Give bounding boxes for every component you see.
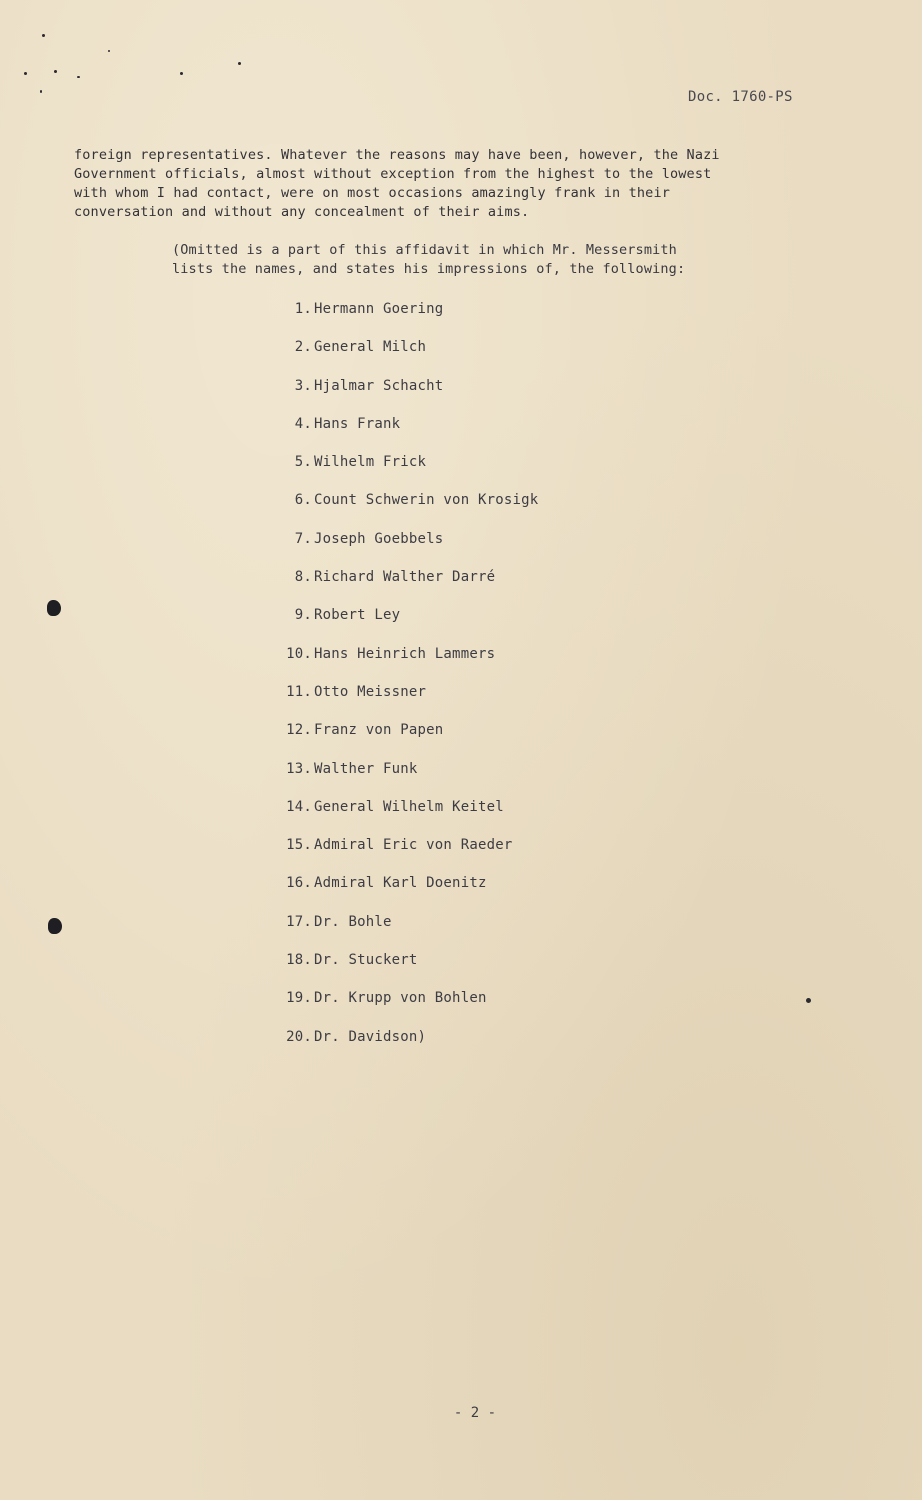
list-item [258,645,538,683]
item-name: General Wilhelm Keitel [314,798,504,815]
scan-speck [180,72,183,75]
item-name: General Milch [314,339,427,356]
item-number: 4. [294,415,312,432]
scan-speck [806,998,811,1003]
omitted-note: (Omitted is a part of this affidavit in which Mr. Messersmith lists the names, and states his impressions of, the following: [172,242,686,277]
scan-speck [40,90,42,93]
item-name: Dr. Krupp von Bohlen [314,990,487,1007]
item-number: 17. [286,913,312,930]
item-name: Otto Meissner [314,683,427,700]
scan-speck [54,70,57,73]
item-number: 12. [286,722,312,739]
item-number: 8. [294,569,312,586]
item-name: Hjalmar Schacht [314,377,444,394]
item-name: Joseph Goebbels [314,530,444,547]
item-number: 11. [286,683,312,700]
item-name: Dr. Bohle [314,913,392,930]
item-number: 10. [286,645,312,662]
item-name: Dr. Davidson) [314,1028,427,1045]
item-name: Dr. Stuckert [314,952,418,969]
item-number: 9. [294,607,312,624]
scan-speck [77,76,80,78]
list-item [258,760,538,798]
item-number: 3. [294,377,312,394]
item-number: 5. [294,454,312,471]
punch-hole-mark [47,600,61,616]
item-number: 7. [294,530,312,547]
item-number: 15. [286,837,312,854]
item-name: Richard Walther Darré [314,569,496,586]
list-item [258,530,538,568]
item-number: 6. [294,492,312,509]
document-number: Doc. 1760-PS [688,89,793,105]
scan-speck [42,34,45,37]
scan-speck [238,62,241,65]
item-number: 2. [294,339,312,356]
item-name: Hans Frank [314,415,401,432]
item-number: 18. [286,952,312,969]
item-name: Count Schwerin von Krosigk [314,492,539,509]
list-item [258,377,538,415]
item-name: Robert Ley [314,607,401,624]
list-item [258,913,538,951]
item-name: Hermann Goering [314,301,444,317]
list-item [258,874,538,912]
list-item [258,721,538,759]
item-number: 19. [286,990,312,1007]
list-item [258,606,538,644]
list-item [258,951,538,989]
list-item [258,683,538,721]
list-item [258,989,538,1027]
punch-hole-mark [48,918,62,934]
list-item [258,568,538,606]
list-item [258,798,538,836]
list-item [258,491,538,529]
item-name: Admiral Eric von Raeder [314,837,513,854]
list-item [258,338,538,376]
item-number: 20. [286,1028,312,1045]
item-name: Wilhelm Frick [314,454,427,471]
list-item [258,836,538,874]
item-number: 14. [286,798,312,815]
item-number: 1. [294,301,312,317]
page-number: - 2 - [453,1405,497,1421]
item-name: Admiral Karl Doenitz [314,875,487,892]
body-paragraph: foreign representatives. Whatever the reasons may have been, however, the Nazi Government officials, almost without exception from the highest to the lowest with whom I had contact, were on most occasions amazingly frank in their conversation and without any concealment of their aims. [74,147,720,220]
item-name: Franz von Papen [314,722,444,739]
item-name: Walther Funk [314,760,418,777]
item-number: 16. [286,875,312,892]
list-item [258,415,538,453]
item-name: Hans Heinrich Lammers [314,645,496,662]
names-list [258,300,538,1066]
scan-speck [108,50,110,52]
scan-speck [24,72,27,75]
list-item [258,300,538,338]
list-item [258,453,538,491]
list-item [258,1028,538,1066]
item-number: 13. [286,760,312,777]
